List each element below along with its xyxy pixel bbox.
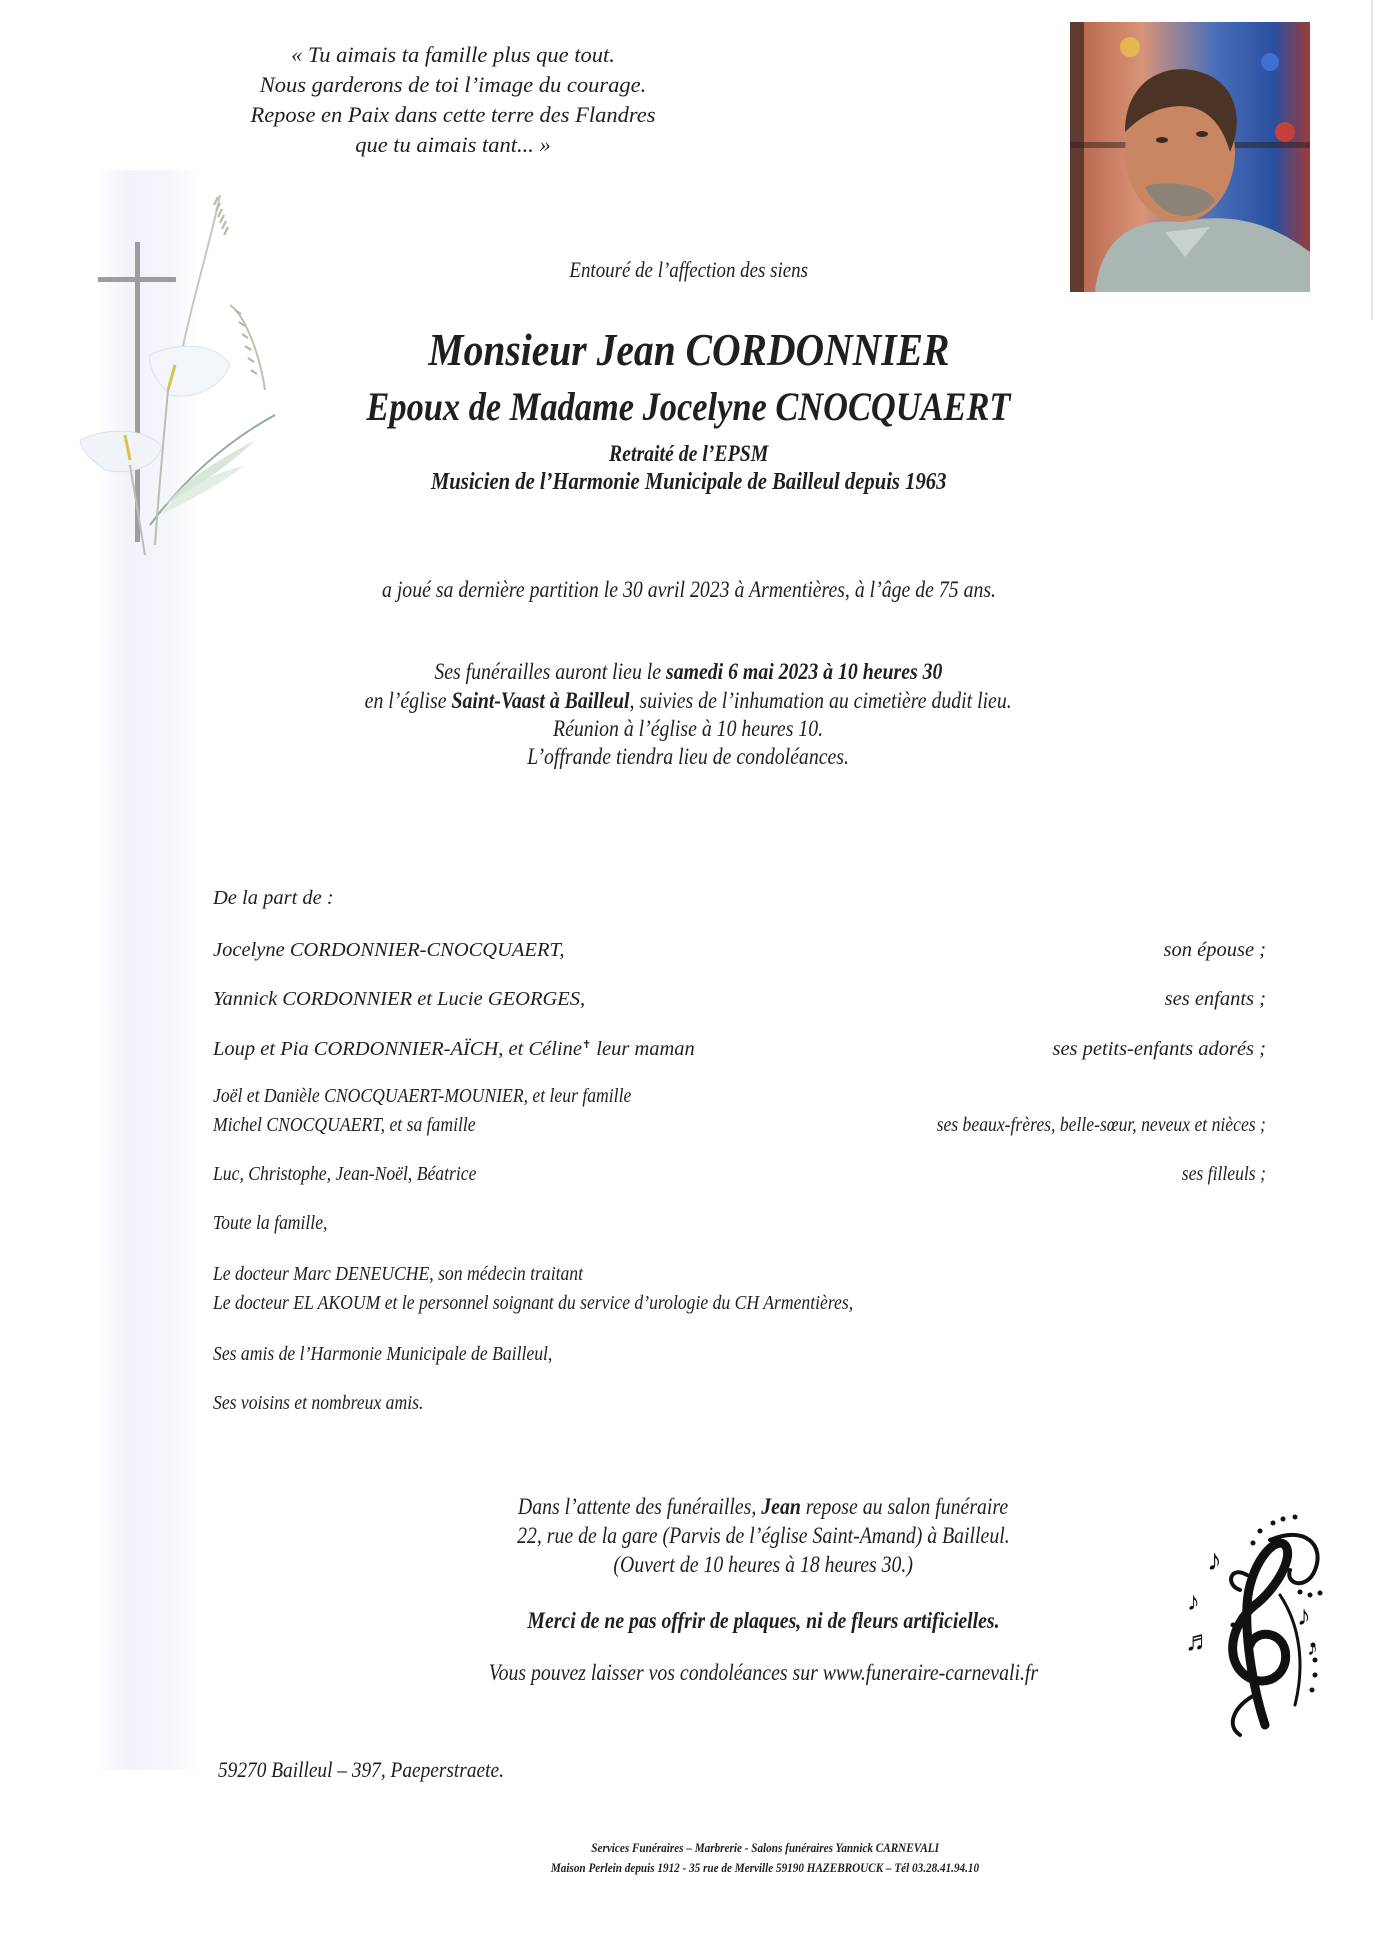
funeral-meeting-text: Réunion à l’église à 10 heures 10. (553, 716, 824, 741)
funeral-date-prefix: Ses funérailles auront lieu le (434, 659, 667, 684)
vigil-hours-line (0, 1552, 1377, 1578)
condolences-website[interactable]: Vous pouvez laisser vos condoléances sur www.funeraire-carnevali.fr (488, 1660, 1039, 1685)
no-flowers-request (0, 1608, 1377, 1634)
vigil-line (0, 1494, 1377, 1520)
family-row-relation: son épouse ; (1163, 939, 1266, 961)
death-notice (0, 577, 1377, 603)
death-notice-text: a joué sa dernière partition le 30 avril 2023 à Armentières, à l’âge de 75 ans. (381, 577, 996, 602)
vigil-prefix: Dans l’attente des funérailles, (518, 1494, 762, 1519)
intro-text: Entouré de l’affection des siens (569, 257, 808, 282)
family-row-names: Le docteur Marc DENEUCHE, son médecin traitant (213, 1263, 584, 1285)
family-row-names: Jocelyne CORDONNIER-CNOCQUAERT, (213, 939, 565, 961)
treble-clef-icon (1185, 1495, 1335, 1740)
treble-clef-illustration (1185, 1495, 1335, 1740)
family-row-names: Toute la famille, (213, 1212, 328, 1234)
family-row-relation: ses petits-enfants adorés ; (1052, 1038, 1266, 1060)
vigil-first-name: Jean (761, 1494, 802, 1519)
quote-line: Nous garderons de toi l’image du courage. (259, 72, 647, 97)
musician-line (0, 469, 1377, 496)
deceased-name-text: Monsieur Jean CORDONNIER (427, 324, 949, 375)
home-address (218, 1757, 550, 1783)
svg-text:♪: ♪ (1187, 1587, 1200, 1616)
funeral-date-line (0, 659, 1377, 685)
family-row-names: Le docteur EL AKOUM et le personnel soignant du service d’urologie du CH Armentières, (213, 1292, 854, 1314)
home-address-text: 59270 Bailleul – 397, Paeperstraete. (218, 1757, 504, 1782)
funeral-offering-line (0, 744, 1377, 770)
family-row-names: Michel CNOCQUAERT, et sa famille (213, 1114, 476, 1136)
funeral-date: samedi 6 mai 2023 à 10 heures 30 (666, 659, 943, 684)
funeral-place-prefix: en l’église (364, 688, 452, 713)
vigil-address-text: 22, rue de la gare (Parvis de l’église Saint-Amand) à Bailleul. (517, 1523, 1010, 1548)
deceased-name (0, 323, 1377, 376)
musician-text: Musicien de l’Harmonie Municipale de Bailleul depuis 1963 (430, 469, 947, 495)
family-row-names: Joël et Danièle CNOCQUAERT-MOUNIER, et leur famille (213, 1085, 632, 1107)
family-row-relation: ses enfants ; (1164, 988, 1266, 1010)
condolences-line (0, 1660, 1377, 1686)
grandchildren-names: Loup et Pia CORDONNIER-AÏCH, et Céline (213, 1038, 582, 1060)
family-row-names: Yannick CORDONNIER et Lucie GEORGES, (213, 988, 586, 1010)
family-row-names (213, 1038, 695, 1061)
retired-line (0, 441, 1377, 467)
footer-contact (0, 1860, 1377, 1876)
family-row-names: Luc, Christophe, Jean-Noël, Béatrice (213, 1163, 477, 1185)
svg-text:♪: ♪ (1207, 1544, 1222, 1577)
funeral-place-suffix: , suivies de l’inhumation au cimetière dudit lieu. (629, 688, 1013, 713)
footer-company (0, 1840, 1377, 1856)
quote-line: que tu aimais tant... » (355, 132, 551, 157)
family-row-relation: ses beaux-frères, belle-sœur, neveux et nièces ; (936, 1114, 1266, 1136)
vigil-suffix: repose au salon funéraire (801, 1494, 1009, 1519)
retired-text: Retraité de l’EPSM (608, 441, 769, 466)
footer-company-text: Services Funéraires – Marbrerie - Salons funéraires Yannick CARNEVALI (591, 1840, 939, 1855)
no-flowers-text: Merci de ne pas offrir de plaques, ni de fleurs artificielles. (527, 1608, 1000, 1633)
opening-quote (208, 40, 698, 160)
portrait-image (1070, 22, 1310, 292)
vigil-address-line (0, 1523, 1377, 1549)
deceased-cross-icon: ✝ (581, 1039, 592, 1051)
family-row-names: Ses amis de l’Harmonie Municipale de Bailleul, (213, 1343, 553, 1365)
intro-line (0, 257, 1377, 283)
grandchildren-suffix: leur maman (591, 1038, 695, 1060)
funeral-offering-text: L’offrande tiendra lieu de condoléances. (527, 744, 850, 769)
quote-line: « Tu aimais ta famille plus que tout. (291, 42, 615, 67)
svg-text:♪: ♪ (1297, 1601, 1311, 1632)
footer-contact-text: Maison Perlein depuis 1912 - 35 rue de Merville 59190 HAZEBROUCK – Tél 03.28.41.94.10 (550, 1860, 980, 1875)
svg-text:♪: ♪ (1307, 1635, 1318, 1660)
family-row-names: Ses voisins et nombreux amis. (213, 1392, 424, 1414)
vigil-hours-text: (Ouvert de 10 heures à 18 heures 30.) (613, 1552, 914, 1577)
svg-text:♬: ♬ (1185, 1626, 1213, 1657)
portrait-photo (1070, 22, 1310, 292)
quote-line: Repose en Paix dans cette terre des Flandres (250, 102, 656, 127)
from-heading-text: De la part de : (213, 887, 334, 909)
spouse-line (0, 383, 1377, 430)
funeral-meeting-line (0, 716, 1377, 742)
funeral-church: Saint-Vaast à Bailleul (451, 688, 630, 713)
spouse-text: Epoux de Madame Jocelyne CNOCQUAERT (366, 384, 1011, 429)
funeral-place-line (0, 688, 1377, 714)
family-row-relation: ses filleuls ; (1181, 1163, 1266, 1185)
